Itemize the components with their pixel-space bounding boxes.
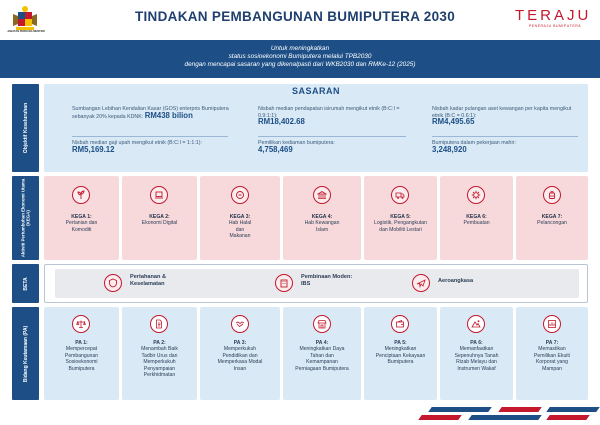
beta-2-label: Pembinaan Moden: IBS: [301, 274, 353, 287]
header: [0, 0, 600, 38]
pa-3-name: Memperkukuh Pendidikan dan Memperkasa Modal Insan: [217, 346, 263, 372]
pa-1-name: Mempercepat Pembangunan Sosioekonomi Bumiputera: [64, 346, 99, 372]
stat-aset-value: RM4,495.65: [432, 117, 475, 127]
pa-7-code: PA 7:: [545, 340, 559, 346]
shield-icon: [104, 274, 122, 292]
sasaran-title: SASARAN: [291, 86, 340, 96]
stat-gaji-value: RM5,169.12: [72, 144, 115, 154]
row-label-objektif: [12, 84, 39, 172]
footer-stripe: [546, 415, 590, 420]
pa-card-1: [44, 307, 119, 400]
kega-6-name: Pembuatan: [463, 220, 490, 227]
banner-line-2: status sosioekonomi Bumiputera melalui TPB2030: [228, 53, 372, 61]
crest-caption: JABATAN PERDANA MENTERI: [7, 30, 45, 33]
pa-card-4: [283, 307, 361, 400]
kega-3-text: [200, 214, 280, 240]
pa-1-code: PA 1:: [75, 340, 88, 346]
pa-5-text: [364, 340, 437, 366]
stat-gos-value: RM438 bilion: [144, 110, 193, 120]
laptop-icon: [150, 186, 168, 204]
stat-gaji: [72, 140, 232, 154]
stat-mahir-label: Bumiputera dalam pekerjaan mahir:: [432, 140, 516, 146]
brand-logo: TERAJU: [515, 7, 592, 24]
kega-6-text: [440, 214, 513, 227]
kega-5-code: KEGA 5:: [390, 214, 411, 220]
kega-2-code: KEGA 2:: [149, 214, 170, 220]
footer-stripe: [498, 407, 542, 412]
kega-3-code: KEGA 3:: [229, 214, 251, 220]
pa-2-text: [122, 340, 197, 378]
pa-3-code: PA 3:: [233, 340, 247, 346]
halal-icon: [231, 186, 249, 204]
shop-icon: [313, 315, 331, 333]
stat-divider: [72, 136, 228, 137]
pa-5-code: PA 5:: [394, 340, 407, 346]
document-icon: [150, 315, 168, 333]
pa-4-name: Meningkatkan Daya Tahan dan Kemampanan Perniagaan Bumiputera: [295, 346, 349, 372]
kega-1-text: [44, 214, 119, 233]
kega-card-4: [283, 176, 361, 260]
plant-icon: [72, 186, 90, 204]
kega-2-name: Ekonomi Digital: [141, 220, 178, 227]
pa-card-2: [122, 307, 197, 400]
beta-3-label: Aeroangkasa: [438, 278, 474, 284]
stat-kediaman-value: 4,758,469: [258, 144, 293, 154]
banner-text: [130, 45, 470, 70]
wallet-icon: [391, 315, 409, 333]
kega-card-2: [122, 176, 197, 260]
pa-5-name: Meningkatkan Penciptaan Kekayaan Bumiputera: [375, 346, 426, 366]
pa-4-text: [283, 340, 361, 372]
stat-gos-label: Sumbangan Lebihan Kendalian Kasar (GOS) enterpris Bumiputera sebanyak 20% kepada KDNK:: [72, 106, 229, 120]
kega-3-name: Hab Halal dan Makanan: [228, 220, 252, 240]
row-label-bidang: [12, 307, 39, 400]
kega-7-name: Pelancongan: [537, 220, 567, 227]
row-label-aktiviti: [12, 176, 39, 260]
kega-4-text: [283, 214, 361, 233]
pa-6-name: Memanfaatkan Sepenuhnya Tanah Rizab Melayu dan Instrumen Wakaf: [454, 346, 499, 372]
row-label-beta: [12, 264, 39, 303]
luggage-icon: [543, 186, 561, 204]
stat-aset: [432, 106, 582, 127]
footer-stripe: [418, 415, 462, 420]
row-label-aktiviti-text: Aktiviti Pertumbuhan Ekonomi Utama (KEGA): [20, 178, 31, 258]
row-label-objektif-text: Objektif Keseluruhan: [22, 102, 29, 154]
kega-6-code: KEGA 6:: [466, 214, 487, 220]
kega-1-name: Pertanian dan Komoditi: [65, 220, 98, 233]
kega-5-name: Logistik, Pengangkutan dan Mobiliti Lestari: [374, 220, 427, 233]
row-label-beta-text: BETA: [22, 276, 29, 291]
banner-line-3: dengan mencapai sasaran yang dikenalpasti dari WKB2030 dan RMKe-12 (2025): [184, 61, 416, 69]
kega-2-text: [122, 214, 197, 227]
kega-7-text: [516, 214, 588, 227]
pa-card-7: [516, 307, 588, 400]
pa-7-text: [516, 340, 588, 372]
pa-6-text: [440, 340, 513, 372]
sasaran-panel: [44, 84, 588, 172]
pa-2-code: PA 2:: [153, 340, 166, 346]
pa-3-text: [200, 340, 280, 372]
stat-isirumah: [258, 106, 408, 127]
stat-kediaman: [258, 140, 408, 154]
kega-1-code: KEGA 1:: [71, 214, 92, 220]
pa-card-6: [440, 307, 513, 400]
gear-icon: [467, 186, 485, 204]
land-icon: [467, 315, 485, 333]
stat-kediaman-label: Pemilikan kediaman bumiputera:: [258, 140, 335, 146]
bank-icon: [313, 186, 331, 204]
pa-2-name: Menambah Baik Tadbir Urus dan Memperkukuh Penyampaian Perkhidmatan: [141, 346, 178, 379]
pa-card-3: [200, 307, 280, 400]
kega-card-3: [200, 176, 280, 260]
beta-1-label: Pertahanan & Keselamatan: [130, 274, 167, 287]
page-title: TINDAKAN PEMBANGUNAN BUMIPUTERA 2030: [134, 9, 456, 24]
kega-4-code: KEGA 4:: [311, 214, 333, 220]
pa-4-code: PA 4:: [315, 340, 329, 346]
banner-line-1: Untuk meningkatkan: [270, 45, 330, 52]
kega-7-code: KEGA 7:: [541, 214, 563, 220]
stat-isirumah-label: Nisbah median pendapatan isirumah mengikut etnik (B:C:I = 0.9:1:1):: [258, 106, 400, 119]
chart-icon: [543, 315, 561, 333]
pa-card-5: [364, 307, 437, 400]
stat-gos: [72, 106, 232, 120]
plane-icon: [412, 274, 430, 292]
pa-7-name: Memastikan Pemilikan Ekuiti Korporat yang Mampan: [534, 346, 570, 372]
footer-stripe: [546, 407, 600, 412]
brand-subtitle: PENERAJU BUMIPUTERA: [529, 24, 582, 28]
kega-5-text: [364, 214, 437, 233]
stat-mahir-value: 3,248,920: [432, 144, 467, 154]
stat-mahir: [432, 140, 582, 154]
stat-gaji-label: Nisbah median gaji upah mengikut etnik (B:C:I = 1:1:1):: [72, 140, 202, 146]
handshake-icon: [231, 315, 249, 333]
scale-icon: [72, 315, 90, 333]
kega-card-5: [364, 176, 437, 260]
kega-card-6: [440, 176, 513, 260]
kega-card-1: [44, 176, 119, 260]
truck-icon: [391, 186, 409, 204]
footer-stripe: [428, 407, 492, 412]
stat-divider: [432, 136, 578, 137]
kega-card-7: [516, 176, 588, 260]
pa-6-code: PA 6:: [470, 340, 483, 346]
row-label-bidang-text: Bidang Keutamaan (PA): [22, 325, 29, 382]
footer-stripe: [468, 415, 542, 420]
stat-divider: [258, 136, 406, 137]
kega-4-name: Hab Kewangan Islam: [304, 220, 340, 233]
pa-1-text: [44, 340, 119, 372]
stat-aset-label: Nisbah kadar pulangan aset kewangan per kapita mengikut etnik (B:C = 0.6:1):: [432, 106, 572, 119]
stat-isirumah-value: RM18,402.68: [258, 117, 305, 127]
building-icon: [275, 274, 293, 292]
